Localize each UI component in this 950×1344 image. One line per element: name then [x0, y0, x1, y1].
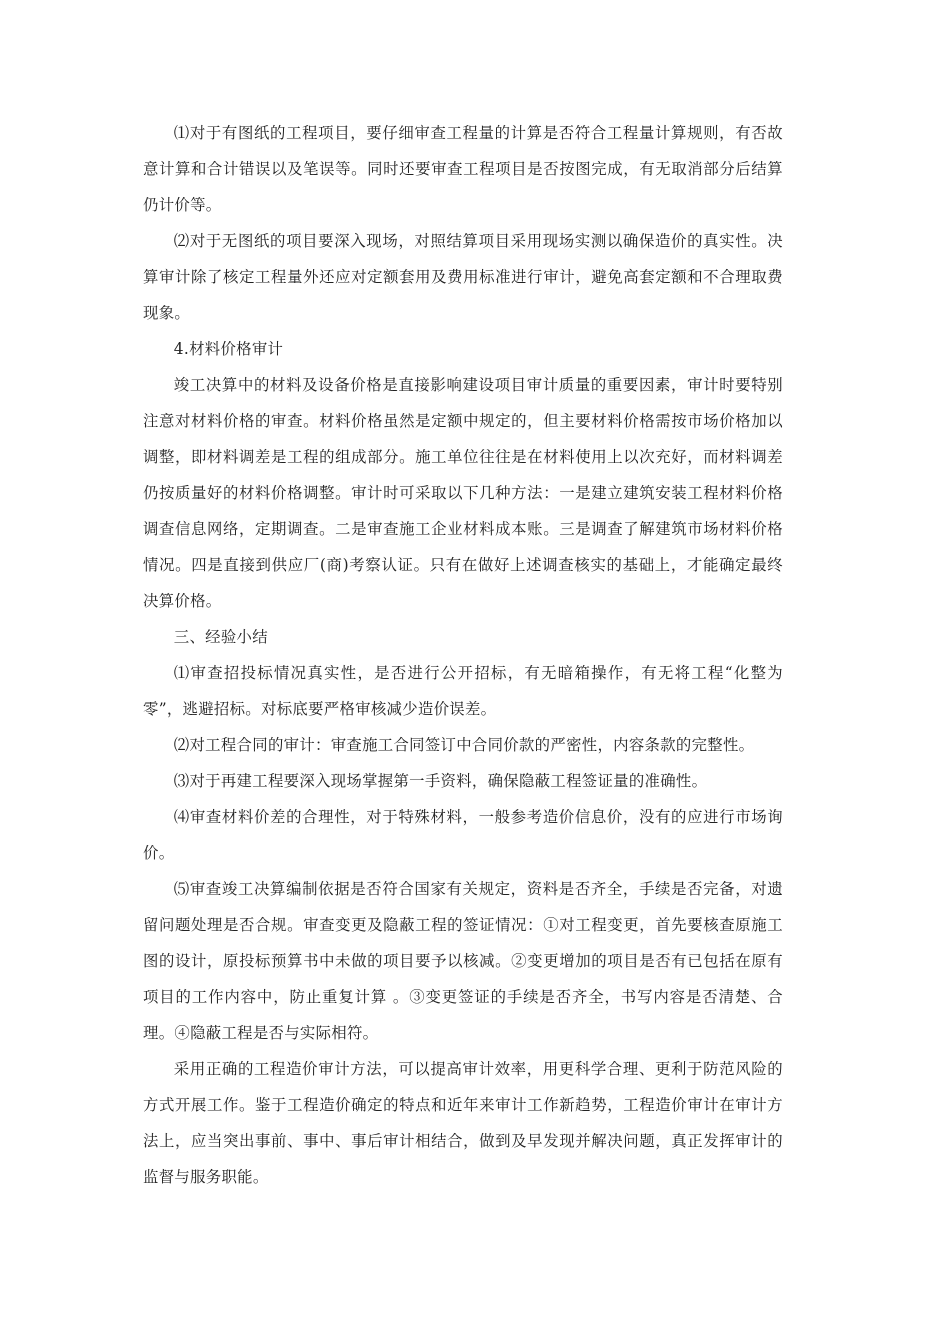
section-heading-experience-summary: 三、经验小结	[173, 628, 268, 646]
paragraph-drawing-projects: ⑴对于有图纸的工程项目，要仔细审查工程量的计算是否符合工程量计算规则，有否故意计算和合计错误以及笔误等。同时还要审查工程项目是否按图完成，有无取消部分后结算仍计价等。	[143, 124, 783, 214]
section-heading-material-price-audit: 4.材料价格审计	[173, 340, 284, 358]
paragraph-bidding-review: ⑴审查招投标情况真实性，是否进行公开招标，有无暗箱操作，有无将工程“化整为零”，逃避招标。对标底要严格审核减少造价误差。	[143, 664, 783, 718]
paragraph-final-account-review: ⑸审查竣工决算编制依据是否符合国家有关规定，资料是否齐全，手续是否完备，对遗留问题处理是否合规。审查变更及隐蔽工程的签证情况：①对工程变更，首先要核查原施工图的设计，原投标预算书中未做的项目要予以核减。②变更增加的项目是否有已包括在原有项目的工作内容中，防止重复计算 。③变更签证的手续是否齐全，书写内容是否清楚、合理。④隐蔽工程是否与实际相符。	[143, 880, 783, 1042]
paragraph-onsite-data: ⑶对于再建工程要深入现场掌握第一手资料，确保隐蔽工程签证量的准确性。	[173, 772, 708, 790]
paragraph-no-drawing-projects: ⑵对于无图纸的项目要深入现场，对照结算项目采用现场实测以确保造价的真实性。决算审计除了核定工程量外还应对定额套用及费用标准进行审计，避免高套定额和不合理取费现象。	[143, 232, 783, 322]
document-body	[143, 115, 783, 1195]
paragraph-material-price-difference: ⑷审查材料价差的合理性，对于特殊材料，一般参考造价信息价，没有的应进行市场询价。	[143, 808, 783, 862]
paragraph-conclusion: 采用正确的工程造价审计方法，可以提高审计效率，用更科学合理、更利于防范风险的方式开展工作。鉴于工程造价确定的特点和近年来审计工作新趋势，工程造价审计在审计方法上，应当突出事前、事中、事后审计相结合，做到及早发现并解决问题，真正发挥审计的监督与服务职能。	[143, 1060, 783, 1186]
paragraph-contract-audit: ⑵对工程合同的审计：审查施工合同签订中合同价款的严密性，内容条款的完整性。	[173, 736, 755, 754]
paragraph-material-price: 竣工决算中的材料及设备价格是直接影响建设项目审计质量的重要因素，审计时要特别注意对材料价格的审查。材料价格虽然是定额中规定的，但主要材料价格需按市场价格加以调整，即材料调差是工程的组成部分。施工单位往往是在材料使用上以次充好，而材料调差仍按质量好的材料价格调整。审计时可采取以下几种方法：一是建立建筑安装工程材料价格调查信息网络，定期调查。二是审查施工企业材料成本账。三是调查了解建筑市场材料价格情况。四是直接到供应厂(商)考察认证。只有在做好上述调查核实的基础上，才能确定最终决算价格。	[143, 376, 783, 610]
